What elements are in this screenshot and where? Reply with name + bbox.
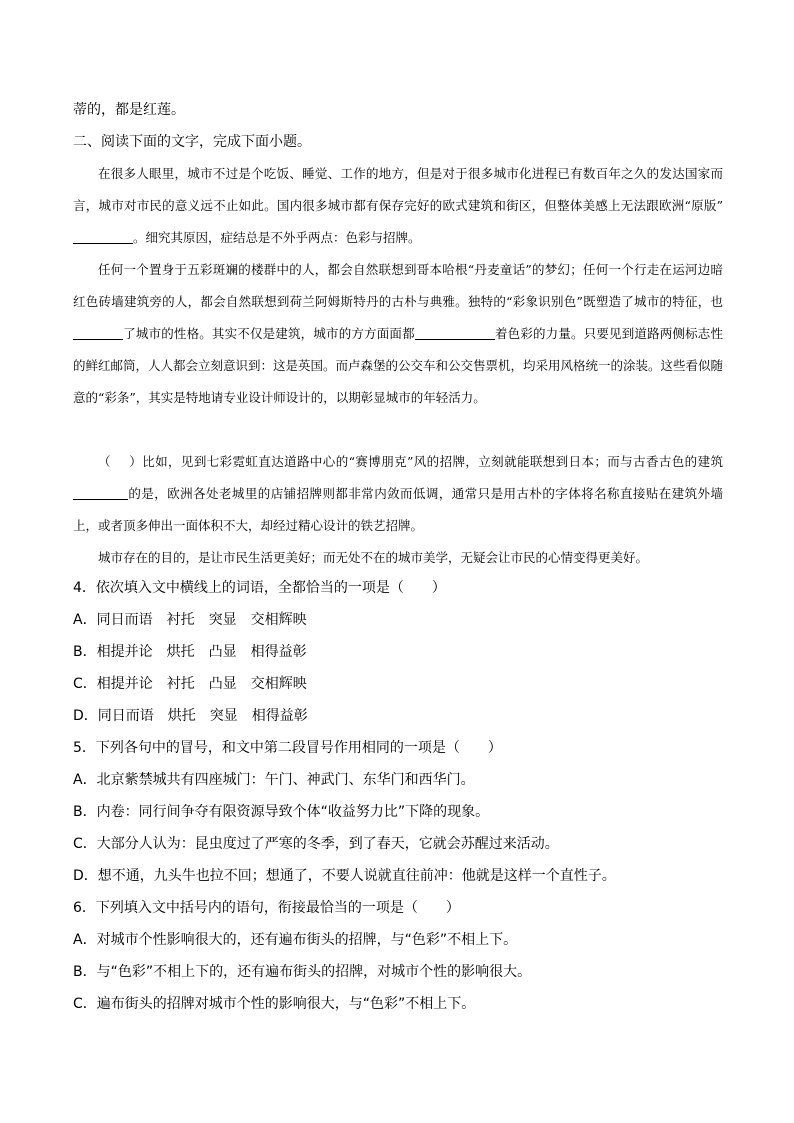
question-6-option-a[interactable]: A．对城市个性影响很大的，还有遍布街头的招牌，与“色彩”不相上下。: [73, 932, 518, 948]
fill-blank-3[interactable]: [415, 324, 495, 340]
passage-paragraph-2: 任何一个置身于五彩斑斓的楼群中的人，都会自然联想到哥本哈根“丹麦童话”的梦幻；任何一个行走在运河边暗红色砖墙建筑旁的人，都会自然联想到荷兰阿姆斯特丹的古朴与典雅。独特的“彩象识别色”既塑造了城市的特征，也了城市的性格。其实不仅是建筑，城市的方方面面都 着色彩的力量。只要见到道路两侧标志性的鲜红邮筒，人人都会立刻意识到：这是英国。而卢森堡的公交车和公交售票机，均采用风格统一的涂装。这些看似随意的“彩条”，其实是特地请专业设计师设计的，以期彰显城市的年轻活力。: [73, 262, 724, 405]
passage-paragraph-4: 城市存在的目的，是让市民生活更美好；而无处不在的城市美学，无疑会让市民的心情变得更美好。: [98, 550, 649, 565]
question-5-option-b[interactable]: B．内卷：同行间争夺有限资源导致个体“收益努力比”下降的现象。: [73, 804, 490, 820]
passage-paragraph-1: 在很多人眼里，城市不过是个吃饭、睡觉、工作的地方，但是对于很多城市化进程已有数百年之久的发达国家而言，城市对市民的意义远不止如此。国内很多城市都有保存完好的欧式建筑和街区，但整体美感上无法跟欧洲“原版”。细究其原因，症结总是不外乎两点：色彩与招牌。: [73, 166, 723, 245]
question-6-option-b[interactable]: B．与“色彩”不相上下的，还有遍布街头的招牌，对城市个性的影响很大。: [73, 964, 532, 980]
question-4-stem: 4．依次填入文中横线上的词语，全都恰当的一项是（ ）: [73, 580, 446, 596]
question-6-stem: 6．下列填入文中括号内的语句，衔接最恰当的一项是（ ）: [73, 900, 460, 916]
previous-text-fragment: 蒂的，都是红莲。: [73, 102, 185, 118]
question-4-option-c[interactable]: C．相提并论 衬托 凸显 交相辉映: [73, 676, 307, 692]
fill-blank-2[interactable]: [73, 324, 123, 340]
passage-paragraph-3: （ ）比如，见到七彩霓虹直达道路中心的“赛博朋克”风的招牌，立刻就能联想到日本；而与古香古色的建筑的是，欧洲各处老城里的店铺招牌则都非常内敛而低调，通常只是用古朴的字体将名称直接贴在建筑外墙上，或者顶多伸出一面体积不大，却经过精心设计的铁艺招牌。: [73, 454, 723, 533]
question-5-stem: 5．下列各句中的冒号，和文中第二段冒号作用相同的一项是（ ）: [73, 740, 502, 756]
fill-blank-1[interactable]: [73, 228, 133, 244]
question-5-option-d[interactable]: D．想不通，九头牛也拉不回；想通了，不要人说就直往前冲：他就是这样一个直性子。: [73, 868, 616, 884]
question-5-option-c[interactable]: C．大部分人认为：昆虫度过了严寒的冬季，到了春天，它就会苏醒过来活动。: [73, 836, 559, 852]
fill-blank-4[interactable]: [73, 484, 128, 500]
question-4-option-b[interactable]: B．相提并论 烘托 凸显 相得益彰: [73, 644, 307, 660]
section-heading: 二、阅读下面的文字，完成下面小题。: [73, 134, 311, 150]
question-6-option-c[interactable]: C．遍布街头的招牌对城市个性的影响很大，与“色彩”不相上下。: [73, 996, 476, 1012]
question-5-option-a[interactable]: A．北京紫禁城共有四座城门：午门、神武门、东华门和西华门。: [73, 772, 475, 788]
question-4-option-a[interactable]: A．同日而语 衬托 突显 交相辉映: [73, 612, 307, 628]
question-4-option-d[interactable]: D．同日而语 烘托 突显 相得益彰: [73, 708, 308, 724]
